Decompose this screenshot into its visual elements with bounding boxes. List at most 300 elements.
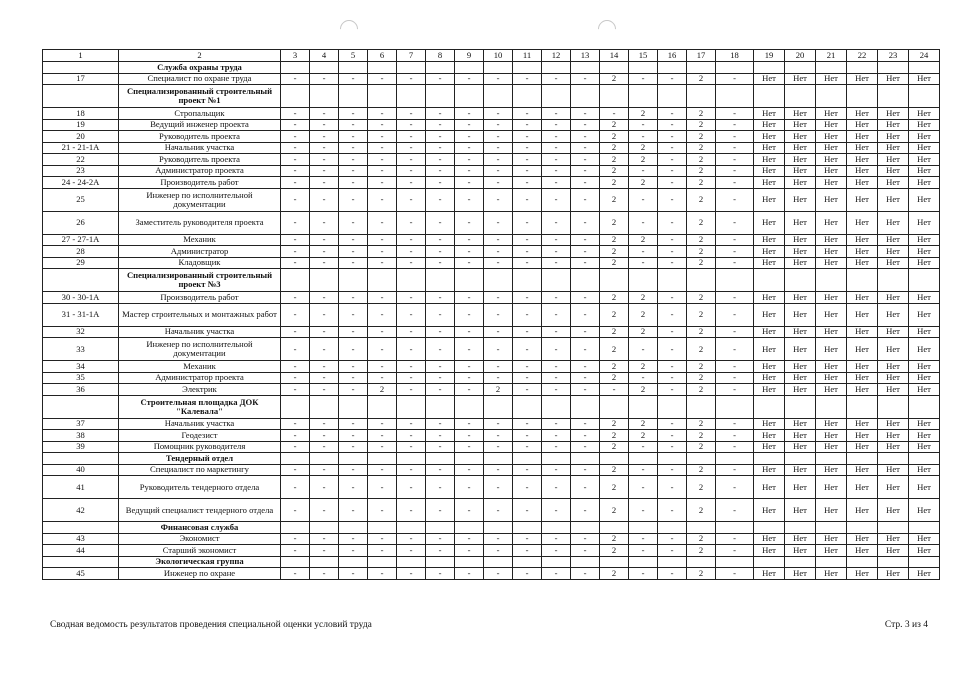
dash-cell: - bbox=[455, 108, 484, 120]
dash-cell: - bbox=[658, 246, 687, 258]
empty-cell bbox=[754, 453, 785, 465]
empty-cell bbox=[368, 62, 397, 74]
empty-cell bbox=[658, 85, 687, 108]
dash-cell: - bbox=[571, 464, 600, 476]
punch-hole-mark bbox=[336, 16, 361, 41]
dash-cell: - bbox=[455, 142, 484, 154]
no-cell: Нет bbox=[847, 177, 878, 189]
position-name: Производитель работ bbox=[119, 177, 281, 189]
dash-cell: - bbox=[426, 303, 455, 326]
dash-cell: - bbox=[542, 384, 571, 396]
column-header: 24 bbox=[909, 50, 940, 62]
empty-cell bbox=[847, 522, 878, 534]
dash-cell: - bbox=[455, 154, 484, 166]
table-row bbox=[43, 499, 940, 522]
dash-cell: - bbox=[368, 119, 397, 131]
dash-cell: - bbox=[542, 499, 571, 522]
no-cell: Нет bbox=[754, 257, 785, 269]
dash-cell: - bbox=[368, 568, 397, 580]
dash-cell: - bbox=[513, 257, 542, 269]
dash-cell: - bbox=[339, 361, 368, 373]
dash-cell: - bbox=[484, 430, 513, 442]
no-cell: Нет bbox=[785, 131, 816, 143]
position-name: Специалист по маркетингу bbox=[119, 464, 281, 476]
dash-cell: - bbox=[281, 568, 310, 580]
class-cell: 2 bbox=[629, 384, 658, 396]
class-cell: 2 bbox=[687, 257, 716, 269]
class-cell: 2 bbox=[600, 154, 629, 166]
section-title: Служба охраны труда bbox=[119, 62, 281, 74]
empty-cell bbox=[878, 269, 909, 292]
no-cell: Нет bbox=[754, 119, 785, 131]
row-number-cell bbox=[43, 269, 119, 292]
table-row bbox=[43, 545, 940, 557]
position-name: Инженер по охране bbox=[119, 568, 281, 580]
dash-cell: - bbox=[426, 464, 455, 476]
row-number-cell bbox=[43, 395, 119, 418]
dash-cell: - bbox=[339, 234, 368, 246]
row-number: 27 - 27-1А bbox=[43, 234, 119, 246]
dash-cell: - bbox=[542, 430, 571, 442]
dash-cell: - bbox=[571, 533, 600, 545]
empty-cell bbox=[513, 556, 542, 568]
dash-cell: - bbox=[368, 131, 397, 143]
dash-cell: - bbox=[455, 131, 484, 143]
dash-cell: - bbox=[513, 119, 542, 131]
dash-cell: - bbox=[426, 119, 455, 131]
class-cell: - bbox=[629, 372, 658, 384]
dash-cell: - bbox=[542, 108, 571, 120]
no-cell: Нет bbox=[909, 338, 940, 361]
dash-cell: - bbox=[716, 177, 754, 189]
empty-cell bbox=[629, 395, 658, 418]
dash-cell: - bbox=[310, 533, 339, 545]
dash-cell: - bbox=[397, 234, 426, 246]
empty-cell bbox=[513, 62, 542, 74]
dash-cell: - bbox=[513, 303, 542, 326]
no-cell: Нет bbox=[785, 418, 816, 430]
class-cell: 2 bbox=[687, 292, 716, 304]
position-name: Начальник участка bbox=[119, 142, 281, 154]
no-cell: Нет bbox=[909, 142, 940, 154]
dash-cell: - bbox=[368, 165, 397, 177]
row-number: 43 bbox=[43, 533, 119, 545]
empty-cell bbox=[909, 85, 940, 108]
empty-cell bbox=[571, 269, 600, 292]
empty-cell bbox=[847, 85, 878, 108]
row-number: 24 - 24-2А bbox=[43, 177, 119, 189]
column-header: 14 bbox=[600, 50, 629, 62]
table-row bbox=[43, 418, 940, 430]
empty-cell bbox=[687, 62, 716, 74]
section-title: Строительная площадка ДОК "Калевала" bbox=[119, 395, 281, 418]
no-cell: Нет bbox=[909, 165, 940, 177]
section-row bbox=[43, 269, 940, 292]
class-cell: 2 bbox=[687, 119, 716, 131]
dash-cell: - bbox=[310, 430, 339, 442]
row-number: 41 bbox=[43, 476, 119, 499]
dash-cell: - bbox=[484, 142, 513, 154]
dash-cell: - bbox=[397, 545, 426, 557]
empty-cell bbox=[785, 556, 816, 568]
empty-cell bbox=[847, 453, 878, 465]
class-cell: 2 bbox=[629, 292, 658, 304]
row-number: 32 bbox=[43, 326, 119, 338]
dash-cell: - bbox=[339, 476, 368, 499]
no-cell: Нет bbox=[816, 418, 847, 430]
no-cell: Нет bbox=[785, 338, 816, 361]
empty-cell bbox=[310, 522, 339, 534]
no-cell: Нет bbox=[816, 188, 847, 211]
row-number: 45 bbox=[43, 568, 119, 580]
dash-cell: - bbox=[716, 545, 754, 557]
dash-cell: - bbox=[426, 499, 455, 522]
table-row bbox=[43, 234, 940, 246]
row-number-cell bbox=[43, 522, 119, 534]
empty-cell bbox=[816, 62, 847, 74]
empty-cell bbox=[909, 269, 940, 292]
dash-cell: - bbox=[484, 326, 513, 338]
dash-cell: - bbox=[571, 372, 600, 384]
section-row bbox=[43, 85, 940, 108]
column-header: 20 bbox=[785, 50, 816, 62]
no-cell: Нет bbox=[816, 303, 847, 326]
table-row bbox=[43, 430, 940, 442]
dash-cell: - bbox=[571, 188, 600, 211]
section-row bbox=[43, 62, 940, 74]
no-cell: Нет bbox=[816, 211, 847, 234]
dash-cell: - bbox=[310, 476, 339, 499]
dash-cell: - bbox=[571, 326, 600, 338]
empty-cell bbox=[600, 269, 629, 292]
dash-cell: - bbox=[368, 257, 397, 269]
empty-cell bbox=[571, 556, 600, 568]
dash-cell: - bbox=[397, 131, 426, 143]
empty-cell bbox=[513, 453, 542, 465]
table-row bbox=[43, 361, 940, 373]
empty-cell bbox=[878, 62, 909, 74]
row-number: 37 bbox=[43, 418, 119, 430]
dash-cell: - bbox=[310, 165, 339, 177]
dash-cell: - bbox=[513, 338, 542, 361]
dash-cell: - bbox=[484, 246, 513, 258]
empty-cell bbox=[339, 62, 368, 74]
no-cell: Нет bbox=[878, 545, 909, 557]
class-cell: 2 bbox=[687, 131, 716, 143]
footer-title: Сводная ведомость результатов проведения специальной оценки условий труда bbox=[50, 620, 372, 630]
no-cell: Нет bbox=[754, 441, 785, 453]
dash-cell: - bbox=[658, 476, 687, 499]
class-cell: 2 bbox=[687, 177, 716, 189]
dash-cell: - bbox=[716, 73, 754, 85]
class-cell: 2 bbox=[629, 234, 658, 246]
dash-cell: - bbox=[455, 326, 484, 338]
dash-cell: - bbox=[310, 119, 339, 131]
table-row bbox=[43, 246, 940, 258]
dash-cell: - bbox=[310, 568, 339, 580]
dash-cell: - bbox=[426, 326, 455, 338]
no-cell: Нет bbox=[847, 338, 878, 361]
dash-cell: - bbox=[542, 154, 571, 166]
dash-cell: - bbox=[339, 441, 368, 453]
empty-cell bbox=[571, 62, 600, 74]
dash-cell: - bbox=[426, 430, 455, 442]
no-cell: Нет bbox=[816, 165, 847, 177]
empty-cell bbox=[600, 85, 629, 108]
class-cell: 2 bbox=[687, 533, 716, 545]
class-cell: 2 bbox=[687, 326, 716, 338]
no-cell: Нет bbox=[785, 430, 816, 442]
table-row bbox=[43, 303, 940, 326]
dash-cell: - bbox=[658, 131, 687, 143]
empty-cell bbox=[816, 453, 847, 465]
empty-cell bbox=[716, 556, 754, 568]
class-cell: 2 bbox=[629, 418, 658, 430]
row-number: 40 bbox=[43, 464, 119, 476]
dash-cell: - bbox=[281, 119, 310, 131]
no-cell: Нет bbox=[909, 372, 940, 384]
row-number: 39 bbox=[43, 441, 119, 453]
empty-cell bbox=[687, 556, 716, 568]
dash-cell: - bbox=[658, 418, 687, 430]
dash-cell: - bbox=[658, 211, 687, 234]
empty-cell bbox=[658, 269, 687, 292]
dash-cell: - bbox=[716, 372, 754, 384]
empty-cell bbox=[909, 453, 940, 465]
no-cell: Нет bbox=[785, 234, 816, 246]
no-cell: Нет bbox=[816, 257, 847, 269]
dash-cell: - bbox=[716, 361, 754, 373]
no-cell: Нет bbox=[847, 441, 878, 453]
dash-cell: - bbox=[484, 108, 513, 120]
class-cell: 2 bbox=[600, 142, 629, 154]
dash-cell: - bbox=[397, 211, 426, 234]
class-cell: 2 bbox=[687, 545, 716, 557]
no-cell: Нет bbox=[785, 246, 816, 258]
empty-cell bbox=[397, 522, 426, 534]
dash-cell: - bbox=[455, 119, 484, 131]
class-cell: 2 bbox=[600, 499, 629, 522]
empty-cell bbox=[785, 522, 816, 534]
dash-cell: - bbox=[716, 246, 754, 258]
dash-cell: - bbox=[281, 177, 310, 189]
dash-cell: - bbox=[542, 568, 571, 580]
no-cell: Нет bbox=[847, 418, 878, 430]
dash-cell: - bbox=[716, 326, 754, 338]
no-cell: Нет bbox=[878, 131, 909, 143]
dash-cell: - bbox=[339, 108, 368, 120]
dash-cell: - bbox=[397, 533, 426, 545]
class-cell: - bbox=[629, 211, 658, 234]
class-cell: 2 bbox=[600, 188, 629, 211]
column-header: 22 bbox=[847, 50, 878, 62]
class-cell: 2 bbox=[600, 257, 629, 269]
no-cell: Нет bbox=[878, 464, 909, 476]
table-row bbox=[43, 73, 940, 85]
dash-cell: - bbox=[658, 108, 687, 120]
dash-cell: - bbox=[542, 476, 571, 499]
class-cell: 2 bbox=[629, 108, 658, 120]
empty-cell bbox=[909, 395, 940, 418]
dash-cell: - bbox=[513, 499, 542, 522]
dash-cell: - bbox=[281, 441, 310, 453]
dash-cell: - bbox=[571, 292, 600, 304]
class-cell: 2 bbox=[600, 292, 629, 304]
dash-cell: - bbox=[542, 257, 571, 269]
empty-cell bbox=[716, 453, 754, 465]
empty-cell bbox=[310, 453, 339, 465]
class-cell: - bbox=[629, 545, 658, 557]
dash-cell: - bbox=[658, 372, 687, 384]
no-cell: Нет bbox=[909, 108, 940, 120]
position-name: Экономист bbox=[119, 533, 281, 545]
empty-cell bbox=[455, 395, 484, 418]
empty-cell bbox=[754, 556, 785, 568]
dash-cell: - bbox=[658, 154, 687, 166]
empty-cell bbox=[281, 395, 310, 418]
no-cell: Нет bbox=[816, 234, 847, 246]
column-header: 2 bbox=[119, 50, 281, 62]
empty-cell bbox=[455, 62, 484, 74]
row-number-cell bbox=[43, 556, 119, 568]
dash-cell: - bbox=[484, 418, 513, 430]
no-cell: Нет bbox=[909, 246, 940, 258]
no-cell: Нет bbox=[754, 165, 785, 177]
dash-cell: - bbox=[658, 234, 687, 246]
empty-cell bbox=[785, 453, 816, 465]
class-cell: 2 bbox=[687, 142, 716, 154]
dash-cell: - bbox=[658, 73, 687, 85]
dash-cell: - bbox=[455, 441, 484, 453]
dash-cell: - bbox=[339, 292, 368, 304]
no-cell: Нет bbox=[754, 303, 785, 326]
class-cell: 2 bbox=[629, 361, 658, 373]
empty-cell bbox=[426, 453, 455, 465]
no-cell: Нет bbox=[909, 119, 940, 131]
no-cell: Нет bbox=[847, 257, 878, 269]
dash-cell: - bbox=[397, 476, 426, 499]
dash-cell: - bbox=[484, 476, 513, 499]
dash-cell: - bbox=[368, 211, 397, 234]
empty-cell bbox=[339, 85, 368, 108]
column-header: 11 bbox=[513, 50, 542, 62]
no-cell: Нет bbox=[847, 188, 878, 211]
no-cell: Нет bbox=[878, 384, 909, 396]
no-cell: Нет bbox=[847, 372, 878, 384]
no-cell: Нет bbox=[847, 533, 878, 545]
no-cell: Нет bbox=[785, 372, 816, 384]
table-row bbox=[43, 292, 940, 304]
dash-cell: - bbox=[426, 165, 455, 177]
dash-cell: - bbox=[513, 326, 542, 338]
empty-cell bbox=[339, 556, 368, 568]
empty-cell bbox=[629, 269, 658, 292]
dash-cell: - bbox=[716, 165, 754, 177]
class-cell: 2 bbox=[687, 165, 716, 177]
position-name: Старший экономист bbox=[119, 545, 281, 557]
no-cell: Нет bbox=[785, 326, 816, 338]
column-header: 23 bbox=[878, 50, 909, 62]
table-row bbox=[43, 188, 940, 211]
row-number: 31 - 31-1А bbox=[43, 303, 119, 326]
dash-cell: - bbox=[571, 73, 600, 85]
dash-cell: - bbox=[484, 234, 513, 246]
dash-cell: - bbox=[368, 372, 397, 384]
dash-cell: - bbox=[339, 119, 368, 131]
dash-cell: - bbox=[571, 384, 600, 396]
dash-cell: - bbox=[310, 361, 339, 373]
dash-cell: - bbox=[368, 188, 397, 211]
class-cell: 2 bbox=[629, 303, 658, 326]
empty-cell bbox=[513, 269, 542, 292]
class-cell: 2 bbox=[687, 499, 716, 522]
no-cell: Нет bbox=[785, 211, 816, 234]
empty-cell bbox=[658, 453, 687, 465]
empty-cell bbox=[716, 395, 754, 418]
dash-cell: - bbox=[368, 361, 397, 373]
punch-hole-mark bbox=[594, 16, 619, 41]
no-cell: Нет bbox=[847, 154, 878, 166]
no-cell: Нет bbox=[909, 211, 940, 234]
dash-cell: - bbox=[716, 188, 754, 211]
dash-cell: - bbox=[368, 476, 397, 499]
no-cell: Нет bbox=[816, 430, 847, 442]
position-name: Стропальщик bbox=[119, 108, 281, 120]
no-cell: Нет bbox=[878, 73, 909, 85]
no-cell: Нет bbox=[754, 533, 785, 545]
table-row bbox=[43, 568, 940, 580]
class-cell: 2 bbox=[600, 418, 629, 430]
row-number: 38 bbox=[43, 430, 119, 442]
no-cell: Нет bbox=[847, 384, 878, 396]
no-cell: Нет bbox=[785, 384, 816, 396]
dash-cell: - bbox=[571, 165, 600, 177]
empty-cell bbox=[600, 556, 629, 568]
no-cell: Нет bbox=[816, 131, 847, 143]
dash-cell: - bbox=[339, 499, 368, 522]
dash-cell: - bbox=[368, 338, 397, 361]
empty-cell bbox=[484, 522, 513, 534]
row-number-cell bbox=[43, 453, 119, 465]
dash-cell: - bbox=[716, 131, 754, 143]
row-number: 25 bbox=[43, 188, 119, 211]
results-table bbox=[42, 49, 940, 580]
no-cell: Нет bbox=[878, 292, 909, 304]
dash-cell: - bbox=[455, 73, 484, 85]
column-header: 5 bbox=[339, 50, 368, 62]
class-cell: 2 bbox=[687, 246, 716, 258]
empty-cell bbox=[455, 453, 484, 465]
no-cell: Нет bbox=[909, 545, 940, 557]
dash-cell: - bbox=[426, 476, 455, 499]
empty-cell bbox=[816, 522, 847, 534]
dash-cell: - bbox=[426, 338, 455, 361]
no-cell: Нет bbox=[785, 154, 816, 166]
dash-cell: - bbox=[397, 257, 426, 269]
no-cell: Нет bbox=[847, 73, 878, 85]
dash-cell: - bbox=[542, 292, 571, 304]
dash-cell: - bbox=[339, 188, 368, 211]
empty-cell bbox=[629, 85, 658, 108]
empty-cell bbox=[542, 269, 571, 292]
empty-cell bbox=[716, 85, 754, 108]
no-cell: Нет bbox=[754, 568, 785, 580]
dash-cell: - bbox=[513, 568, 542, 580]
empty-cell bbox=[785, 62, 816, 74]
class-cell: 2 bbox=[600, 545, 629, 557]
dash-cell: - bbox=[281, 476, 310, 499]
class-cell: 2 bbox=[687, 441, 716, 453]
